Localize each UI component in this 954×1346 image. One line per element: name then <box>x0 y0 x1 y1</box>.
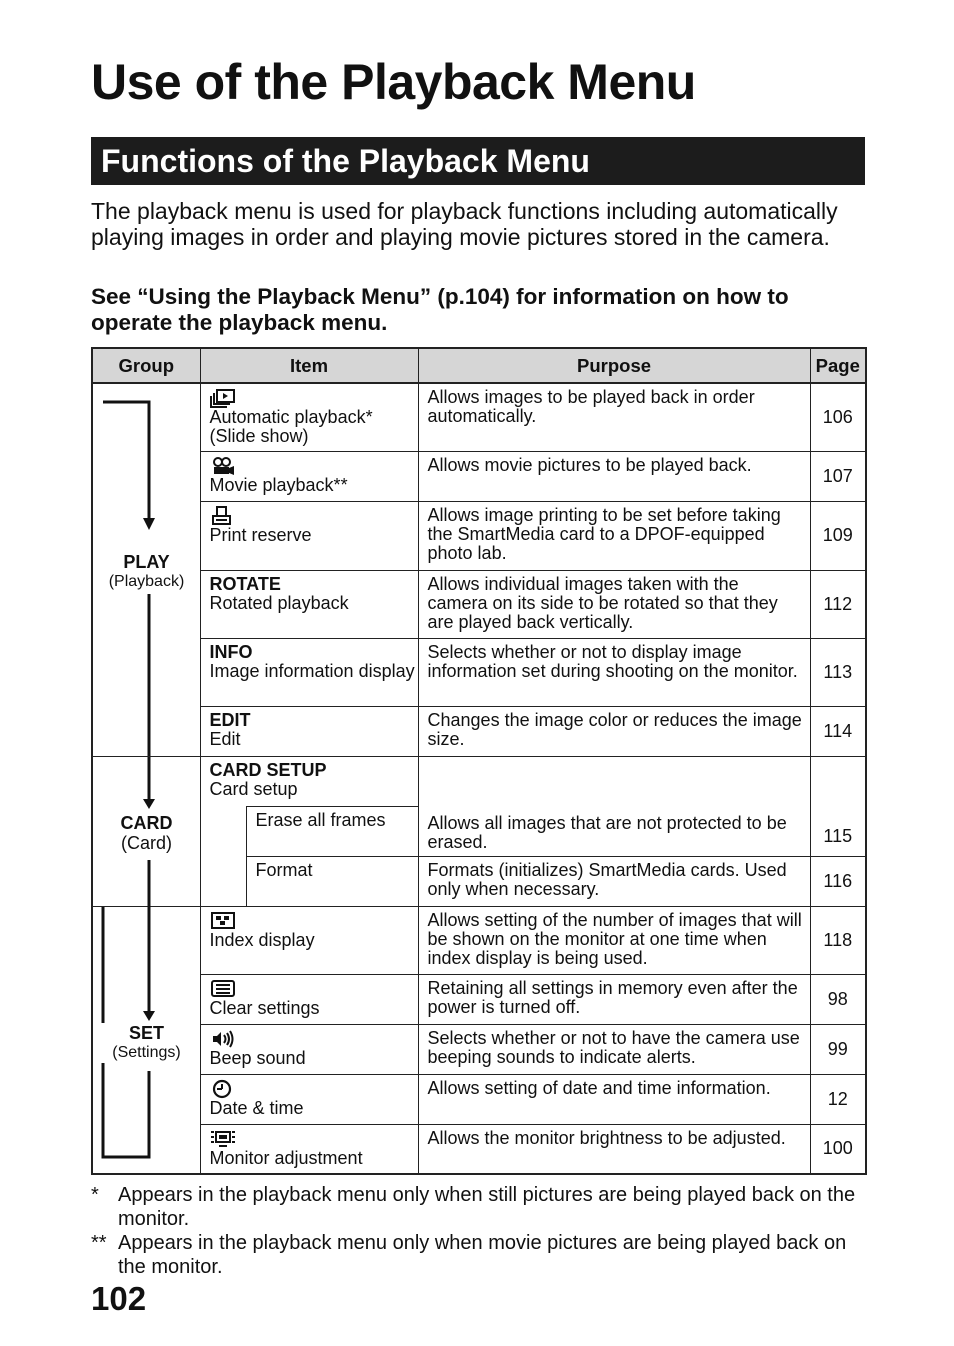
footnote-mark: * <box>91 1184 99 1206</box>
item-code: EDIT <box>209 709 251 730</box>
see-reference-note: See “Using the Playback Menu” (p.104) for information on how to operate the playback menu. <box>91 284 789 335</box>
purpose-cell: Changes the image color or reduces the image size. <box>418 706 810 756</box>
item-label: Card setup <box>209 778 298 799</box>
item-label: Image information display <box>209 660 415 681</box>
page-cell: 106 <box>810 383 866 451</box>
purpose-cell: Allows setting of date and time information. <box>418 1074 810 1124</box>
page-cell: 100 <box>810 1124 866 1174</box>
group-label-play <box>93 552 200 592</box>
table-row <box>92 501 866 570</box>
purpose-cell: Allows movie pictures to be played back. <box>418 451 810 501</box>
purpose-cell: Retaining all settings in memory even after the power is turned off. <box>418 974 810 1024</box>
table-row <box>92 906 866 974</box>
indent-cell <box>200 856 246 906</box>
page-cell: 114 <box>810 706 866 756</box>
item-label: Rotated playback <box>209 592 349 613</box>
table-row <box>92 570 866 638</box>
clock-icon <box>210 1079 418 1099</box>
item-label: Automatic playback* (Slide show) <box>209 407 373 446</box>
table-row <box>92 1124 866 1174</box>
purpose-cell: Allows image printing to be set before taking the SmartMedia card to a DPOF-equipped photo lab. <box>418 501 810 570</box>
item-label: Beep sound <box>209 1047 306 1068</box>
item-label: Index display <box>209 929 315 950</box>
item-code: ROTATE <box>209 573 281 594</box>
subitem-cell: Format <box>246 856 418 906</box>
page-cell: 107 <box>810 451 866 501</box>
footnotes <box>91 1183 871 1279</box>
item-cell <box>200 638 418 706</box>
footnote-text: Appears in the playback menu only when movie pictures are being played back on the monitor. <box>118 1232 847 1278</box>
item-cell <box>200 451 418 501</box>
table-row <box>92 383 866 451</box>
slideshow-icon <box>210 388 418 408</box>
page-cell: 113 <box>810 638 866 706</box>
group-label-set <box>93 1023 200 1063</box>
table-row <box>92 756 866 806</box>
header-item: Item <box>200 348 418 383</box>
playback-menu-table <box>91 347 867 1175</box>
movie-camera-icon <box>210 456 418 476</box>
print-icon <box>210 506 418 526</box>
table-row <box>92 806 866 856</box>
group-cell-play <box>92 383 200 756</box>
group-name: PLAY <box>123 552 170 572</box>
item-cell <box>200 501 418 570</box>
page-cell: 115 <box>810 806 866 856</box>
item-label: Clear settings <box>209 997 320 1018</box>
item-code: CARD SETUP <box>209 759 327 780</box>
purpose-cell <box>418 756 810 806</box>
item-label: Edit <box>209 728 241 749</box>
purpose-cell: Selects whether or not to have the camera use beeping sounds to indicate alerts. <box>418 1024 810 1074</box>
header-purpose: Purpose <box>418 348 810 383</box>
intro-paragraph: The playback menu is used for playback functions including automatically playing images in order and playing movie pictures stored in the camera. <box>91 198 838 250</box>
page-number: 102 <box>91 1280 147 1317</box>
purpose-cell: Allows the monitor brightness to be adjusted. <box>418 1124 810 1174</box>
indent-cell <box>200 806 246 856</box>
table-row <box>92 638 866 706</box>
item-label: Movie playback** <box>209 474 348 495</box>
item-code: INFO <box>209 641 253 662</box>
item-cell <box>200 1024 418 1074</box>
item-cell <box>200 906 418 974</box>
page-title: Use of the Playback Menu <box>91 54 696 110</box>
page-cell: 12 <box>810 1074 866 1124</box>
item-label: Monitor adjustment <box>209 1147 363 1168</box>
purpose-cell: Allows all images that are not protected to be erased. <box>418 806 810 856</box>
page-cell <box>810 756 866 806</box>
purpose-cell: Allows setting of the number of images that will be shown on the monitor at one time when index display is being used. <box>418 906 810 974</box>
item-cell <box>200 974 418 1024</box>
group-name: CARD <box>120 812 173 833</box>
purpose-cell: Formats (initializes) SmartMedia cards. Used only when necessary. <box>418 856 810 906</box>
table-header-row <box>92 348 866 383</box>
footnote <box>91 1231 871 1279</box>
footnote-text: Appears in the playback menu only when still pictures are being played back on the monitor. <box>118 1184 856 1230</box>
group-subtitle: (Card) <box>120 832 172 853</box>
page-cell: 99 <box>810 1024 866 1074</box>
table-row <box>92 451 866 501</box>
table-row <box>92 1024 866 1074</box>
index-display-icon <box>210 911 418 931</box>
item-cell <box>200 1124 418 1174</box>
purpose-cell: Selects whether or not to display image information set during shooting on the monitor. <box>418 638 810 706</box>
purpose-cell: Allows individual images taken with the camera on its side to be rotated so that they are played back vertically. <box>418 570 810 638</box>
item-label: Print reserve <box>209 524 312 545</box>
group-name: SET <box>128 1022 164 1043</box>
monitor-brightness-icon <box>210 1129 418 1149</box>
page-cell: 98 <box>810 974 866 1024</box>
table-row <box>92 1074 866 1124</box>
list-icon <box>210 979 418 999</box>
page-cell: 118 <box>810 906 866 974</box>
page-cell: 109 <box>810 501 866 570</box>
purpose-cell: Allows images to be played back in order automatically. <box>418 383 810 451</box>
item-cell <box>200 1074 418 1124</box>
section-heading: Functions of the Playback Menu <box>91 137 865 185</box>
item-cell <box>200 756 418 806</box>
footnote-mark: ** <box>91 1232 107 1254</box>
item-label: Date & time <box>209 1097 304 1118</box>
group-subtitle: (Playback) <box>108 573 185 590</box>
group-cell-set <box>92 906 200 1174</box>
page-cell: 112 <box>810 570 866 638</box>
group-cell-card <box>92 756 200 906</box>
header-group: Group <box>92 348 200 383</box>
speaker-icon <box>210 1029 418 1049</box>
footnote <box>91 1183 871 1231</box>
table-row <box>92 974 866 1024</box>
table-row <box>92 856 866 906</box>
table-row <box>92 706 866 756</box>
page-cell: 116 <box>810 856 866 906</box>
group-label-card <box>93 813 200 853</box>
item-cell <box>200 383 418 451</box>
item-cell <box>200 706 418 756</box>
group-subtitle: (Settings) <box>112 1043 181 1061</box>
item-cell <box>200 570 418 638</box>
subitem-cell: Erase all frames <box>246 806 418 856</box>
header-page: Page <box>810 348 866 383</box>
